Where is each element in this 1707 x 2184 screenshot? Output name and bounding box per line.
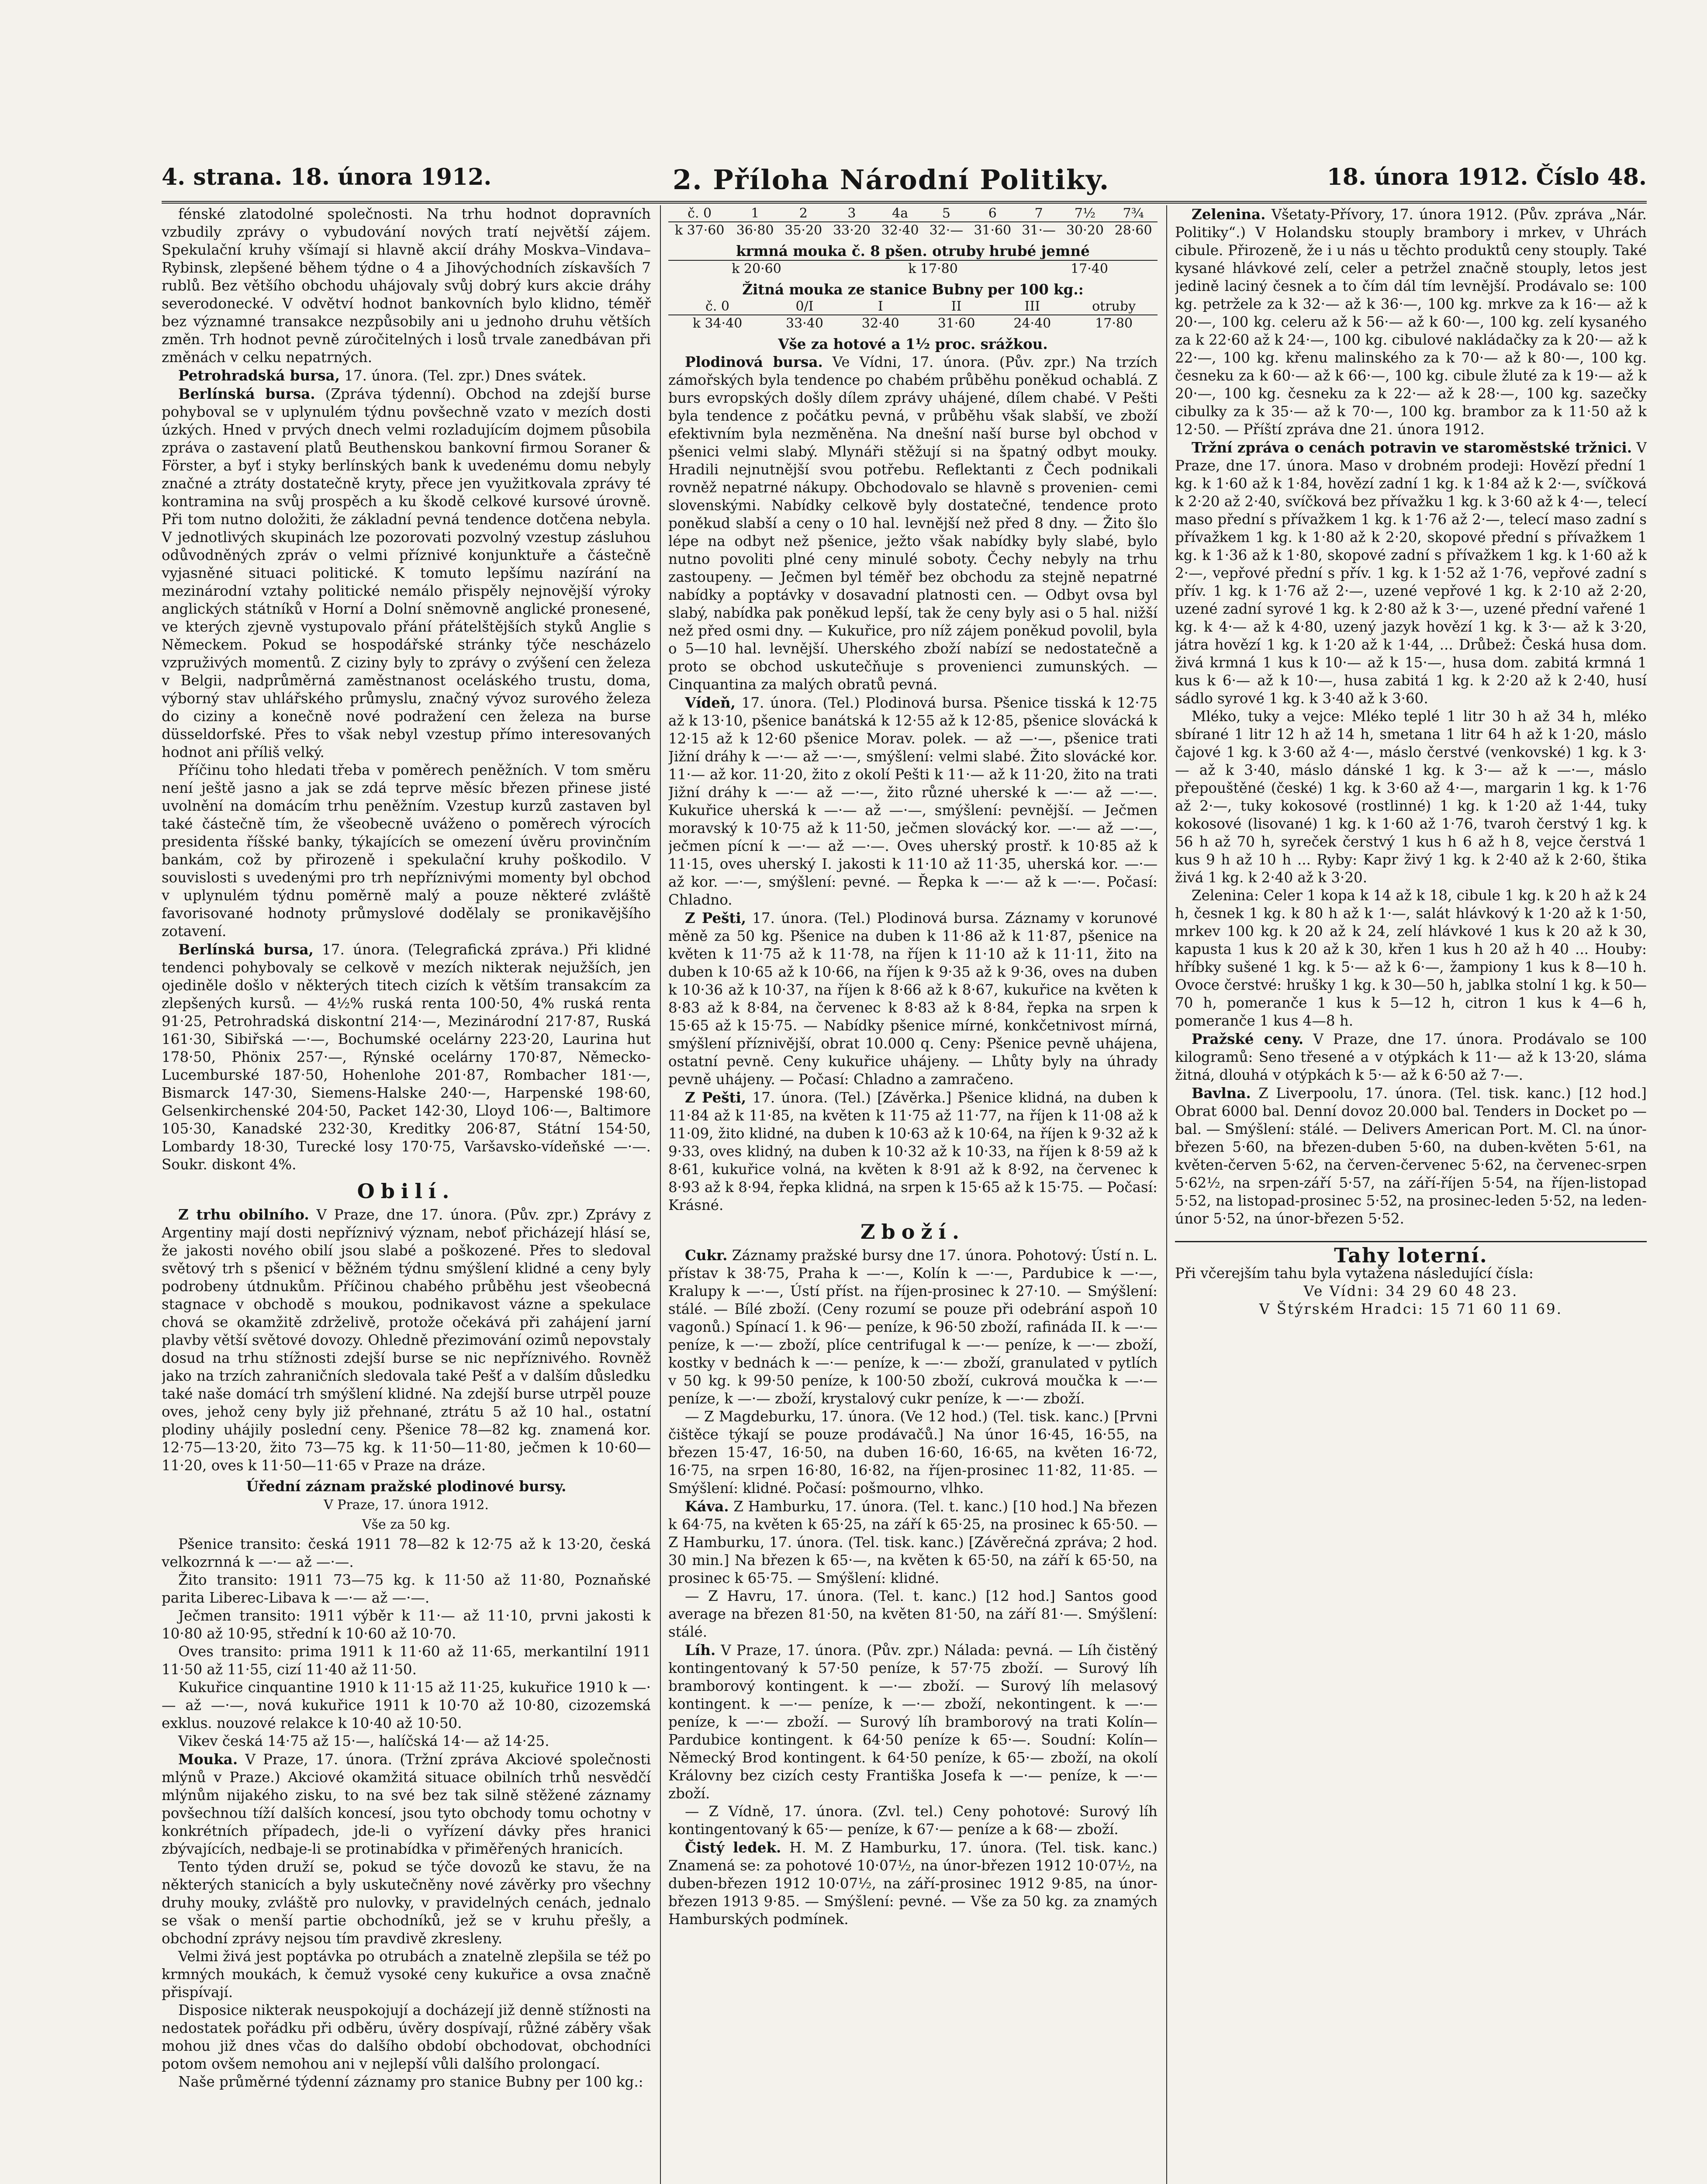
article-lead: Mouka.: [178, 1751, 238, 1768]
article-paragraph: Z Pešti, 17. února. (Tel.) [Závěrka.] Pšenice klidná, na duben k 11·84 až k 11·85, na květen k 11·75 až 11·77, na říjen k 11·08 až k 11·09, žito klidné, na duben k 10·63 až k 10·64, na říjen k 9·32 až k 9·33, oves klidný, na duben k 10·32 až k 10·33, na říjen k 8·59 až k 8·61, kukuřice volná, na květen k 8·91 až k 8·92, na červenec k 8·93 až k 8·94, řepka klidná, na srpen k 15·65 až k 15·75. — Počasí: Krásné.: [668, 1089, 1158, 1213]
article-paragraph: Zelenina: Celer 1 kopa k 14 až k 18, cibule 1 kg. k 20 h až k 24 h, česnek 1 kg. k 80 h až k 1·—, salát hlávkový k 1·20 až k 1·50, mrkev 100 kg. k 20 až k 24, zelí hlávkové 1 kus k 20 až k 30, kapusta 1 kus k 20 až k 30, křen 1 kus h 20 až h 40 ... Houby: hříbky sušené 1 kg. k 5·— až k 6·—, žampiony 1 kus k 8—10 h. Ovoce čerstvé: hrušky 1 kg. k 30—50 h, jablka stolní 1 kg. k 50—70 h, pomeranče 1 kus k 5—12 h, citron 1 kus k 4—6 h, pomeranče 1 kus 4—8 h.: [1175, 887, 1647, 1029]
article-paragraph: Tržní zpráva o cenách potravin ve staroměstské tržnici. V Praze, dne 17. února. Maso v drobném prodeji: Hovězí přední 1 kg. k 1·60 až k 1·84, hovězí zadní 1 kg. k 1·84 až k 2·—, svíčková k 2·20 až 2·40, svíčková bez přívažku 1 kg. k 3·60 až k 4·—, telecí maso přední s přívažkem 1 kg. k 1·76 až 2·—, telecí maso zadní s přívažkem 1 kg. k 1·80 až k 2·20, skopové přední s přívažkem 1 kg. k 1·36 až k 1·80, skopové zadní s přívažkem 1 kg. k 1·60 až k 2·—, vepřové přední s přív. 1 kg. k 1·52 až 1·76, vepřové zadní s přív. 1 kg. k 1·76 až 2·—, uzené vepřové 1 kg. k 2·10 až 2·20, uzené zadní syrové 1 kg. k 2·80 až k 3·—, uzené přední vařené 1 kg. k 4·— až k 4·80, uzený jazyk hovězí 1 kg. k 3·— až k 3·20, játra hovězí 1 kg. k 1·20 až k 1·44, ... Drůbež: Česká husa dom. živá krmná 1 kus k 10·— až k 15·—, husa dom. zabitá krmná 1 kus k 6·— až k 10·—, husa zabitá 1 kg. k 2·20 až k 2·40, husí sádlo syrové 1 kg. k 3·40 až k 3·60.: [1175, 439, 1647, 707]
article-paragraph: Tento týden druží se, pokud se týče dovozů ke stavu, že na některých stanicích a byly uskutečněny nové závěrky pro všechny druhy mouky, zvláště pro nulovky, v pravidelných cenách, jednalo se však o menší partie obchodníků, jež se v kruhu přešly, a obchodní zprávy nejsou tím pravdivě zkresleny.: [162, 1859, 651, 1947]
table-header-row: [668, 298, 1158, 315]
article-lead: Bavlna.: [1192, 1085, 1251, 1102]
page-header: [162, 162, 1647, 204]
table-cell: k 17·80: [845, 260, 1021, 277]
table-cell: 5: [942, 206, 950, 221]
subsection-heading: Úřední záznam pražské plodinové bursy.: [246, 1478, 567, 1495]
article-paragraph: Příčinu toho hledati třeba v poměrech peněžních. V tom směru není ještě jasno a jak se zdá teprve měsíc březen přinese jisté uvolnění na domácím trhu peněžním. Vzestup kurzů zastaven byl také částečně tím, že všeobecně uváženo o poměrech výrocích presidenta říšské banky, týkajících se omezení úvěru provinčním bankám, což by přirozeně i spekulační kruhy poškodilo. V souvislosti s uvedenými pro trh nepříznivými momenty byl obchod v uplynulém týdnu poměrně malý a pouze některé zvláště favorisované hodnoty průmyslové dodělaly se pronikavějšího zotavení.: [162, 762, 651, 940]
article-paragraph: Plodinová bursa. Ve Vídni, 17. února. (Pův. zpr.) Na trzích zámořských byla tendence po chabém průběhu poněkud ochablá. Z burs evropských došly dílem zprávy uhájené, dílem chabé. V Pešti byla tendence z počátku pevná, v průběhu však slabší, ve zboží efektivním byla nezměněna. Na dnešní naší burse byl obchod v pšenici velmi slabý. Mlynáři stěžují si na špatný odbyt mouky. Hradili nejnutnější svou potřebu. Reflektanti z Čech podnikali rovněž nepatrné nákupy. Obchodovalo se hlavně s provenien- cemi slovenskými. Nabídky celkově byly dostatečné, tendence proto poněkud slabší a ceny o 10 hal. levnější než před 8 dny. — Žito šlo lépe na odbyt než pšenice, ježto však nabídky byly slabé, bylo nutno povoliti plné ceny minulé soboty. Čechy nebyly na trhu zastoupeny. — Ječmen byl téměř bez obchodu za stejně nepatrné nabídky a poptávky v dosavadní platnosti cen. — Odbyt ovsa byl slabý, nabídka pak poněkud lepší, tak že ceny byly asi o 5 hal. nižší než před osmi dny. — Kukuřice, pro níž zájem poněkud povolil, byla o 5—10 hal. levnější. Uherského zboží nabízí se nedostatečně a proto se obchod uskutečňuje s provenienci zumunských. — Cinquantina za malých obratů pevná.: [668, 353, 1158, 693]
table-cell: 2: [799, 206, 808, 221]
table-cell: 3: [847, 206, 856, 221]
article-lead: Petrohradská bursa,: [178, 367, 340, 384]
column-right: [1175, 205, 1647, 2184]
table-cell: III: [1024, 299, 1040, 314]
subsection-date: V Praze, 17. února 1912.: [324, 1497, 489, 1513]
table-cell: 24·40: [994, 315, 1070, 332]
table-row: [668, 260, 1158, 277]
lottery-heading: Tahy loterní.: [1334, 1244, 1488, 1267]
table-row: [668, 222, 1158, 238]
article-paragraph: Cukr. Záznamy pražské bursy dne 17. února. Pohotový: Ústí n. L. přístav k 38·75, Praha k —·—, Kolín k —·—, Pardubice k —·—, Kralupy k —·—, Ústí příst. na říjen-prosinec k 27·10. — Smýšlení: stálé. — Bílé zboží. (Ceny rozumí se pouze při odebrání aspoň 10 vagonů.) Spínací 1. k 96·— peníze, k 96·50 zboží, rafináda II. k —·— peníze, k —·— zboží, plíce centrifugal k —·— peníze, k —·— zboží, kostky v bednách k —·— peníze, k —·— zboží, granulated v pytlích v 50 kg. k 99·50 peníze, k 100·50 zboží, cukrová moučka k —·— peníze, k —·— zboží, krystalový cukr peníze, k —·— zboží.: [668, 1247, 1158, 1407]
article-paragraph: Káva. Z Hamburku, 17. února. (Tel. t. kanc.) [10 hod.] Na březen k 64·75, na květen k 65·25, na září k 65·25, na prosinec k 65·50. — Z Hamburku, 17. února. (Tel. tisk. kanc.) [Závěrečná zpráva; 2 hod. 30 min.] Na březen k 65·—, na květen k 65·50, na září k 65·50, na prosinec k 65·75. — Smýšlení: klidné.: [668, 1498, 1158, 1586]
table-caption: krmná mouka č. 8 pšen. otruby hrubé jemné: [736, 242, 1090, 259]
table-cell: č. 0: [705, 299, 730, 314]
table-cell: 6: [988, 206, 997, 221]
article-lead: Káva.: [685, 1498, 729, 1515]
lottery-box: [1175, 1241, 1647, 1318]
article-lead: Zelenina.: [1192, 206, 1266, 223]
subsection-unit: Vše za 50 kg.: [362, 1517, 451, 1532]
table-cell: 36·80: [731, 222, 779, 238]
section-heading: Obilí.: [357, 1179, 456, 1203]
masthead-title: 2. Příloha Národní Politiky.: [673, 164, 1110, 196]
article-lead: Z trhu obilního.: [178, 1206, 309, 1223]
price-paragraph: Ječmen transito: 1911 výběr k 11·— až 11·10, prvni jakosti k 10·80 až 10·95, střední k 10·60 až 10·70.: [162, 1607, 651, 1642]
table-cell: 30·20: [1061, 222, 1109, 238]
bran-price-table: [668, 260, 1158, 277]
rye-flour-table: [668, 298, 1158, 332]
table-row: [668, 315, 1158, 332]
column-middle: [668, 205, 1158, 2184]
article-paragraph: Bavlna. Z Liverpoolu, 17. února. (Tel. tisk. kanc.) [12 hod.] Obrat 6000 bal. Denní dovoz 20.000 bal. Tenders in Docket po — bal. — Smýšlení: stálé. — Delivers American Port. M. Cl. na únor-březen 5·60, na březen-duben 5·60, na duben-květen 5·61, na květen-červen 5·62, na červen-červenec 5·62, na červenec-srpen 5·62½, na srpen-září 5·57, na září-říjen 5·54, na říjen-listopad 5·52, na listopad-prosinec 5·52, na prosinec-leden 5·52, na leden-únor 5·52, na únor-březen 5·52.: [1175, 1085, 1647, 1227]
table-cell: 7¾: [1123, 206, 1144, 221]
article-paragraph: Líh. V Praze, 17. února. (Pův. zpr.) Nálada: pevná. — Líh čistěný kontingentovaný k 57·50 peníze, k 57·75 zboží. — Surový líh bramborový kontingent. k —·— zboží. — Surový líh melasový kontingent. k —·— peníze, k —·— zboží, nekontingent. k —·— peníze, k —·— zboží. — Surový líh bramborový na trati Kolín—Pardubice kontingent. k 64·50 peníze k 65·—. Soudní: Kolín—Německý Brod kontingent. k 64·50 peníze, k 65·— zboží, na okolí Královny bez cizích cesty Františka Josefa k —·— peníze, k —·— zboží.: [668, 1641, 1158, 1802]
table-cell: 32·—: [924, 222, 968, 238]
article-lead: Pražské ceny.: [1192, 1030, 1304, 1047]
article-paragraph: Z trhu obilního. V Praze, dne 17. února. (Pův. zpr.) Zprávy z Argentiny mají dosti nepříznivý význam, neboť přicházejí hlásí se, že jakosti nového obilí jsou slabé a poškozené. Přes to sledoval světový trh s pšenicí v běžném týdnu smýšlení klidné a ceny byly podrobeny útdnukům. Příčinou chabého průběhu jest všeobecná stagnace v obchodě s moukou, podnikavost vázne a spekulace chová se okamžitě zdrželivě, protože očekává při zahájení jarní plavby větší světové dovozy. Ohledně přezimování ozimů nepovstaly dosud na trhu stížnosti zdejší burse se nic nepříznivého. Rovněž jako na trzích zahraničních sledovala také Pešť a v dalším důsledku také naše domácí trh smýšlení klidné. Na zdejší burse utrpěl pouze oves, jehož ceny byly již přehnané, ztrátu 5 až 10 hal., ostatní plodiny uhájily poslední ceny. Pšenice 78—82 kg. znamená kor. 12·75—13·20, žito 73—75 kg. k 11·50—11·80, ječmen k 10·60—11·20, oves k 11·50—11·65 v Praze na dráze.: [162, 1206, 651, 1474]
section-heading: Zboží.: [860, 1220, 966, 1244]
table-cell: 0/I: [795, 299, 814, 314]
article-paragraph: — Z Vídně, 17. února. (Zvl. tel.) Ceny pohotové: Surový líh kontingentovaný k 65·— peníze, k 67·— peníze a k 68·— zboží.: [668, 1803, 1158, 1838]
article-paragraph: Berlínská bursa, 17. února. (Telegrafická zpráva.) Při klidné tendenci pohybovaly se celkově v mezích nikterak nejužších, jen ojediněle došlo v některých titech cizích k větším transakcím za zlepšených kursů. — 4½% ruská renta 100·50, 4% ruská renta 91·25, Petrohradská diskontní 214·—, Mezinárodní 217·87, Ruská 161·30, Sibiřská —·—, Bochumské ocelárny 223·20, Laurina hut 178·50, Phönix 257·—, Rýnské ocelárny 170·87, Německo-Lucemburské 187·50, Hohenlohe 201·87, Rombacher 181·—, Bismarck 147·30, Siemens-Halske 240·—, Harpenské 198·60, Gelsenkirchenské 204·50, Packet 142·30, Lloyd 106·—, Baltimore 105·30, Kanadské 232·30, Kreditky 206·87, Státní 154·50, Lombardy 18·30, Turecké losy 170·75, Varšavsko-vídeňské —·—. Soukr. diskont 4%.: [162, 941, 651, 1173]
article-lead: Plodinová bursa.: [685, 353, 823, 370]
table-caption: Žitná mouka ze stanice Bubny per 100 kg.:: [742, 281, 1084, 298]
article-paragraph: Petrohradská bursa, 17. února. (Tel. zpr.) Dnes svátek.: [178, 367, 587, 384]
price-paragraph: Oves transito: prima 1911 k 11·60 až 11·65, merkantilní 1911 11·50 až 11·55, cizí 11·40 až 11·50.: [162, 1643, 651, 1678]
article-paragraph: Naše průměrné týdenní záznamy pro stanice Bubny per 100 kg.:: [178, 2073, 643, 2090]
lottery-intro: Při včerejším tahu byla vytažena následující čísla:: [1175, 1265, 1534, 1282]
table-cell: č. 0: [688, 206, 712, 221]
article-paragraph: fénské zlatodolné společnosti. Na trhu hodnot dopravních vzbudily zprávy o vybudování nových tratí největší zájem. Spekulační kruhy všímají si hlavně akcií dráhy Moskva–Vindava–Rybinsk, zlepšené během týdne o 4 a Jihovýchodních získavších 7 rublů. Bez většího obchodu uhájovaly svůj dobrý kurs akcie dráhy severodonecké. V odvětví hodnot bankovních bylo klidno, téměř bez významné transakce nezpůsobily ani u jednoho druhu větších změn. Trh hodnot pevně zúročitelných i losů trvale zanedbávan při změnách v celku nepatrných.: [162, 206, 651, 366]
table-cell: 33·20: [828, 222, 876, 238]
article-paragraph: Mléko, tuky a vejce: Mléko teplé 1 litr 30 h až 34 h, mléko sbírané 1 litr 12 h až 14 h, smetana 1 litr 64 h až k 1·20, máslo čajové 1 kg. k 3·60 až 4·—, máslo čerstvé (venkovské) 1 kg. k 3·— až k 3·40, máslo dánské 1 kg. k 3·— až k —·—, máslo přepouštěné (české) 1 kg. k 3·60 až 4·—, margarin 1 kg. k 1·76 až 2·—, tuky kokosové (rostlinné) 1 kg. k 1·20 až 1·44, tuky kokosové (lisované) 1 kg. k 1·60 až 1·76, tvaroh čerstvý 1 kg. k 56 h až 70 h, syreček čerstvý 1 kus h 6 až h 8, vejce čerstvá 1 kus 9 h až 10 h ... Ryby: Kapr živý 1 kg. k 2·40 až k 2·60, štika živá 1 kg. k 2·40 až k 3·20.: [1175, 708, 1647, 886]
price-paragraph: Pšenice transito: česká 1911 78—82 k 12·75 až k 13·20, česká velkozrnná k —·— až —·—.: [162, 1536, 651, 1570]
article-lead: Líh.: [685, 1641, 716, 1659]
price-paragraph: Vikev česká 14·75 až 15·—, halíčská 14·— až 14·25.: [178, 1733, 549, 1749]
table-cell: 31·—: [1017, 222, 1061, 238]
price-paragraph: Žito transito: 1911 73—75 kg. k 11·50 až 11·80, Poznaňské parita Liberec-Libava k —·— až —·—.: [162, 1572, 651, 1606]
article-lead: Cukr.: [685, 1247, 728, 1264]
article-lead: Berlínská bursa,: [178, 941, 314, 958]
lottery-result: V Štýrském Hradci: 15 71 60 11 69.: [1259, 1301, 1563, 1317]
article-paragraph: — Z Havru, 17. února. (Tel. t. kanc.) [12 hod.] Santos good average na březen 81·50, na květen 81·50, na září 81·—. Smýšlení: stálé.: [668, 1588, 1158, 1640]
table-cell: k 34·40: [668, 315, 767, 332]
table-note: Vše za hotové a 1½ proc. srážkou.: [778, 335, 1048, 352]
table-cell: 1: [751, 206, 760, 221]
lottery-result: Ve Vídni: 34 29 60 48 23.: [1303, 1283, 1518, 1299]
article-paragraph: — Z Magdeburku, 17. února. (Ve 12 hod.) (Tel. tisk. kanc.) [Prvni čištěce týkají se pouze prodávačů.] Na únor 16·45, 16·55, na březen 15·47, 16·50, na duben 16·60, 16·65, na květen 16·72, 16·75, na srpen 16·80, 16·82, na říjen-prosinec 11·82, 11·85. — Smýšlení: klidné. Počasí: pošmourno, vlhko.: [668, 1408, 1158, 1496]
table-cell: 28·60: [1109, 222, 1158, 238]
article-paragraph: Disposice nikterak neuspokojují a docházejí již denně stížnosti na nedostatek pořádku při odběru, úvěry dospívají, růžné záběry však mohou již dnes včas do dalšího období obchodovat, obchodníci potom ovšem nemohou ani v nejlepší vůli dalšího prolongací.: [162, 2002, 651, 2072]
article-paragraph: Mouka. V Praze, 17. února. (Tržní zpráva Akciové společnosti mlýnů v Praze.) Akciové okamžitá situace obilních trhů nesvědčí mlýnům nijakého zisku, to na své bez tak silně stěžené záznamy povšechnou tíží dalších koncesí, jsou tyto obchody tomu ochotny v konkrétních případech, jde-li o vyřízení dávky přes hranici zbývajících, nedbaje-li se protinabídka v přiměřených hranicích.: [162, 1751, 651, 1857]
table-cell: 32·40: [876, 222, 924, 238]
table-cell: 7: [1034, 206, 1043, 221]
table-header-row: [668, 205, 1158, 222]
table-cell: 7½: [1074, 206, 1096, 221]
table-cell: 17·80: [1070, 315, 1158, 332]
article-paragraph: Velmi živá jest poptávka po otrubách a znatelně zlepšila se též po krmných moukách, k čemuž vysoké ceny kukuřice a ovsa značně přispívají.: [162, 1948, 651, 2001]
article-lead: Z Pešti,: [685, 909, 746, 926]
table-cell: 31·60: [968, 222, 1017, 238]
table-cell: k 20·60: [668, 260, 845, 277]
table-cell: II: [951, 299, 962, 314]
article-paragraph: Berlínská bursa. (Zpráva týdenní). Obchod na zdejší burse pohyboval se v uplynulém týdnu povšechně vzato v mezích dosti úzkých. Hned v prvých dnech velmi rozladujícím dojmem působila zpráva o zastavení platů Beuthenskou bankovní firmou Soraner & Förster, a byť i styky berlínských bank k uvedenému domu nebyly značné a ztráty dostatečně kryty, přece jen využitkovala zprávy té kontramina na svůj prospěch a ku škodě celkové kursové úrovně. Při tom nutno doložiti, že základní pevná tendence dotčena nebyla. V jednotlivých skupinách lze pozorovati pozvolný vzestup zásluhou odůvodněných zpráv o velmi příznivé konjunktuře a částečně vyjasněné situaci politické. K tomuto lepšímu nazírání na mezinárodní vztahy politické nemálo přispěly nejnovější výroky anglických státníků v Horní a Dolní sněmovně anglické pronesené, ve kterých zjevně vystupovalo přání přátelštějších styků Anglie s Německem. Pokud se hospodářské stránky týče nescházelo vzpruživých momentů. Z ciziny byly to zprávy o zvýšení cen železa v Belgii, nadprůměrná zaměstnanost oceláského trustu, doma, výborný stav uhlářského průmyslu, značný vývoz surového železa do ciziny a konečně nové podražení cen železa na burse düsseldorfské. Přes to však nebyl vzestup přímo interesovaných hodnot ani příliš velký.: [162, 385, 651, 760]
table-cell: 35·20: [779, 222, 828, 238]
column-divider: [660, 205, 661, 2184]
article-paragraph: Z Pešti, 17. února. (Tel.) Plodinová bursa. Záznamy v korunové měně za 50 kg. Pšenice na duben k 11·86 až k 11·87, pšenice na květen k 11·75 až k 11·78, na říjen k 11·10 až k 11·11, žito na duben k 10·65 až k 10·66, na říjen k 9·35 až k 9·36, oves na duben k 10·36 až k 10·37, na říjen k 8·66 až k 8·67, kukuřice na květen k 8·83 až k 8·84, na červenec k 8·83 až k 8·84, řepka na srpen k 15·65 až k 15·75. — Nabídky pšenice mírné, konkčetnivost mírná, smýšlení příznivější, obrat 10.000 q. Ceny: Pšenice pevně uhájena, ostatní pevně. Ceny kukuřice uhájeny. — Lhůty byly na úhrady pevně uhájeny. — Počasí: Chladno a zamračeno.: [668, 909, 1158, 1088]
table-cell: otruby: [1092, 299, 1136, 314]
table-cell: 32·40: [843, 315, 919, 332]
table-cell: 17·40: [1021, 260, 1158, 277]
issue-number: 18. února 1912. Číslo 48.: [1327, 164, 1647, 190]
article-paragraph: Zelenina. Všetaty-Přívory, 17. února 1912. (Pův. zpráva „Nár. Politiky“.) V Holandsku stouply brambory i mrkev, v Uhrách cibule. Přirozeně, že i u nás u těchto produktů ceny stouply. Také kysané hlávkové zelí, celer a petržel značně stouply, letos jest jedině laciný česnek a to čím dál tím levnější. Prodávalo se: 100 kg. petržele za k 32·— až k 36·—, 100 kg. mrkve za k 16·— až k 20·—, 100 kg. celeru až k 56·— až k 60·—, 100 kg. zelí kysaného za k 22·60 až k 24·—, 100 kg. cibulové nakládačky za k 20·— až k 22·—, 100 kg. křenu malinského za k 70·— až k 80·—, 100 kg. česneku za k 60·— až k 66·—, 100 kg. cibule žluté za k 19·— až k 20·—, 100 kg. česneku za k 22·— až k 28·—, 100 kg. sazečky cibulky za k 35·— až k 70·—, 100 kg. brambor za k 11·50 až k 12·50. — Příští zpráva dne 21. února 1912.: [1175, 206, 1647, 438]
page-date-left: 4. strana. 18. února 1912.: [162, 164, 492, 190]
article-lead: Berlínská bursa.: [178, 385, 315, 402]
table-cell: I: [878, 299, 883, 314]
article-paragraph: Pražské ceny. V Praze, dne 17. února. Prodávalo se 100 kilogramů: Seno třesené a v otýpkách k 11·— až k 13·20, sláma žitná, dlouhá v otýpkách k 5·— až k 6·50 až 7·—.: [1175, 1030, 1647, 1083]
article-lead: Tržní zpráva o cenách potravin ve staroměstské tržnici.: [1192, 439, 1632, 456]
column-divider: [1166, 205, 1167, 2184]
article-paragraph: Čistý ledek. H. M. Z Hamburku, 17. února. (Tel. tisk. kanc.) Znamená se: za pohotové 10·07½, na únor-březen 1912 10·07½, na duben-březen 1912 10·07½, na září-prosinec 1912 9·85, na únor-březen 1913 9·85. — Smýšlení: pevné. — Vše za 50 kg. za znamých Hamburských podmínek.: [668, 1839, 1158, 1928]
article-lead: Z Pešti,: [685, 1089, 746, 1106]
article-lead: Čistý ledek.: [685, 1839, 781, 1856]
table-cell: 31·60: [919, 315, 995, 332]
table-cell: k 37·60: [668, 222, 731, 238]
article-lead: Vídeň,: [685, 694, 736, 711]
price-paragraph: Kukuřice cinquantine 1910 k 11·15 až 11·25, kukuřice 1910 k —·— až —·—, nová kukuřice 1911 k 10·70 až 10·80, cizozemská exklus. nouzové relakce k 10·40 až 10·50.: [162, 1679, 651, 1731]
table-cell: 33·40: [767, 315, 843, 332]
flour-price-table: [668, 205, 1158, 238]
column-left: [162, 205, 651, 2184]
article-paragraph: Vídeň, 17. února. (Tel.) Plodinová bursa. Pšenice tisská k 12·75 až k 13·10, pšenice banátská k 12·55 až k 12·85, pšenice slovácká k 12·15 až k 12·60 pšenice Morav. polek. — až —·—, pšenice trati Jižní dráhy k —·— až —·—, smýšlení: velmi slabé. Žito slovácké kor. 11·— až kor. 11·20, žito z okolí Pešti k 11·— až k 11·20, žito na trati Jižní dráhy k —·— až —·—, žito různé uherské k —·— až —·—. Kukuřice uherská k —·— až —·—, smýšlení: pevnější. — Ječmen moravský k 10·75 až k 11·50, ječmen slovácký kor. —·— až —·—, ječmen pícní k —·— až —·—. Oves uherský prostř. k 10·85 až k 11·15, oves uherský I. jakosti k 11·10 až 11·35, uherská kor. —·— až kor. —·—, smýšlení: pevné. — Řepka k —·— až k —·—. Počasí: Chladno.: [668, 694, 1158, 908]
table-cell: 4a: [892, 206, 909, 221]
